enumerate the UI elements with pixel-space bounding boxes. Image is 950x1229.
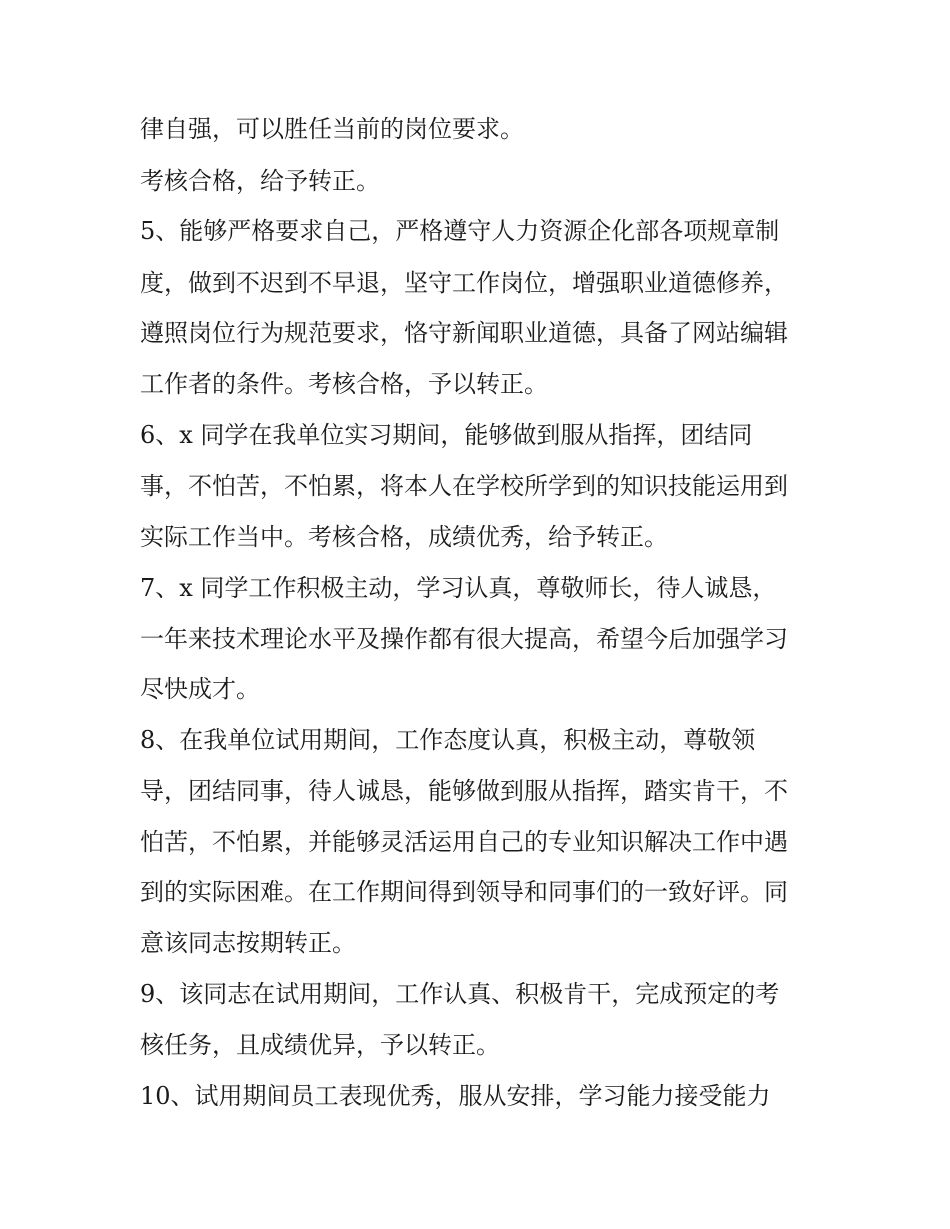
text-line: 10、试用期间员工表现优秀，服从安排，学习能力接受能力 bbox=[140, 1082, 771, 1110]
text-line: 律自强，可以胜任当前的岗位要求。 bbox=[140, 115, 524, 143]
text-line: 考核合格，给予转正。 bbox=[140, 167, 380, 195]
text-line: 7、x 同学工作积极主动，学习认真，尊敬师长，待人诚恳， bbox=[140, 574, 777, 602]
text-line: 9、该同志在试用期间，工作认真、积极肯干，完成预定的考 bbox=[140, 980, 780, 1008]
text-line: 5、能够严格要求自己，严格遵守人力资源企化部各项规章制 bbox=[140, 217, 780, 245]
text-line: 到的实际困难。在工作期间得到领导和同事们的一致好评。同 bbox=[140, 878, 788, 906]
text-line: 6、x 同学在我单位实习期间，能够做到服从指挥，团结同 bbox=[140, 421, 753, 449]
text-line: 导，团结同事，待人诚恳，能够做到服从指挥，踏实肯干，不 bbox=[140, 777, 788, 805]
text-line: 事，不怕苦，不怕累，将本人在学校所学到的知识技能运用到 bbox=[140, 472, 788, 500]
text-line: 意该同志按期转正。 bbox=[140, 929, 356, 957]
text-line: 工作者的条件。考核合格，予以转正。 bbox=[140, 370, 548, 398]
text-line: 怕苦，不怕累，并能够灵活运用自己的专业知识解决工作中遇 bbox=[140, 828, 788, 856]
text-line: 8、在我单位试用期间，工作态度认真，积极主动，尊敬领 bbox=[140, 726, 756, 754]
text-line: 实际工作当中。考核合格，成绩优秀，给予转正。 bbox=[140, 523, 668, 551]
text-line: 尽快成才。 bbox=[140, 675, 260, 703]
text-line: 一年来技术理论水平及操作都有很大提高，希望今后加强学习 bbox=[140, 625, 788, 653]
text-line: 核任务，且成绩优异，予以转正。 bbox=[140, 1031, 500, 1059]
text-line: 遵照岗位行为规范要求，恪守新闻职业道德，具备了网站编辑 bbox=[140, 319, 788, 347]
text-line: 度，做到不迟到不早退，坚守工作岗位，增强职业道德修养， bbox=[140, 269, 788, 297]
